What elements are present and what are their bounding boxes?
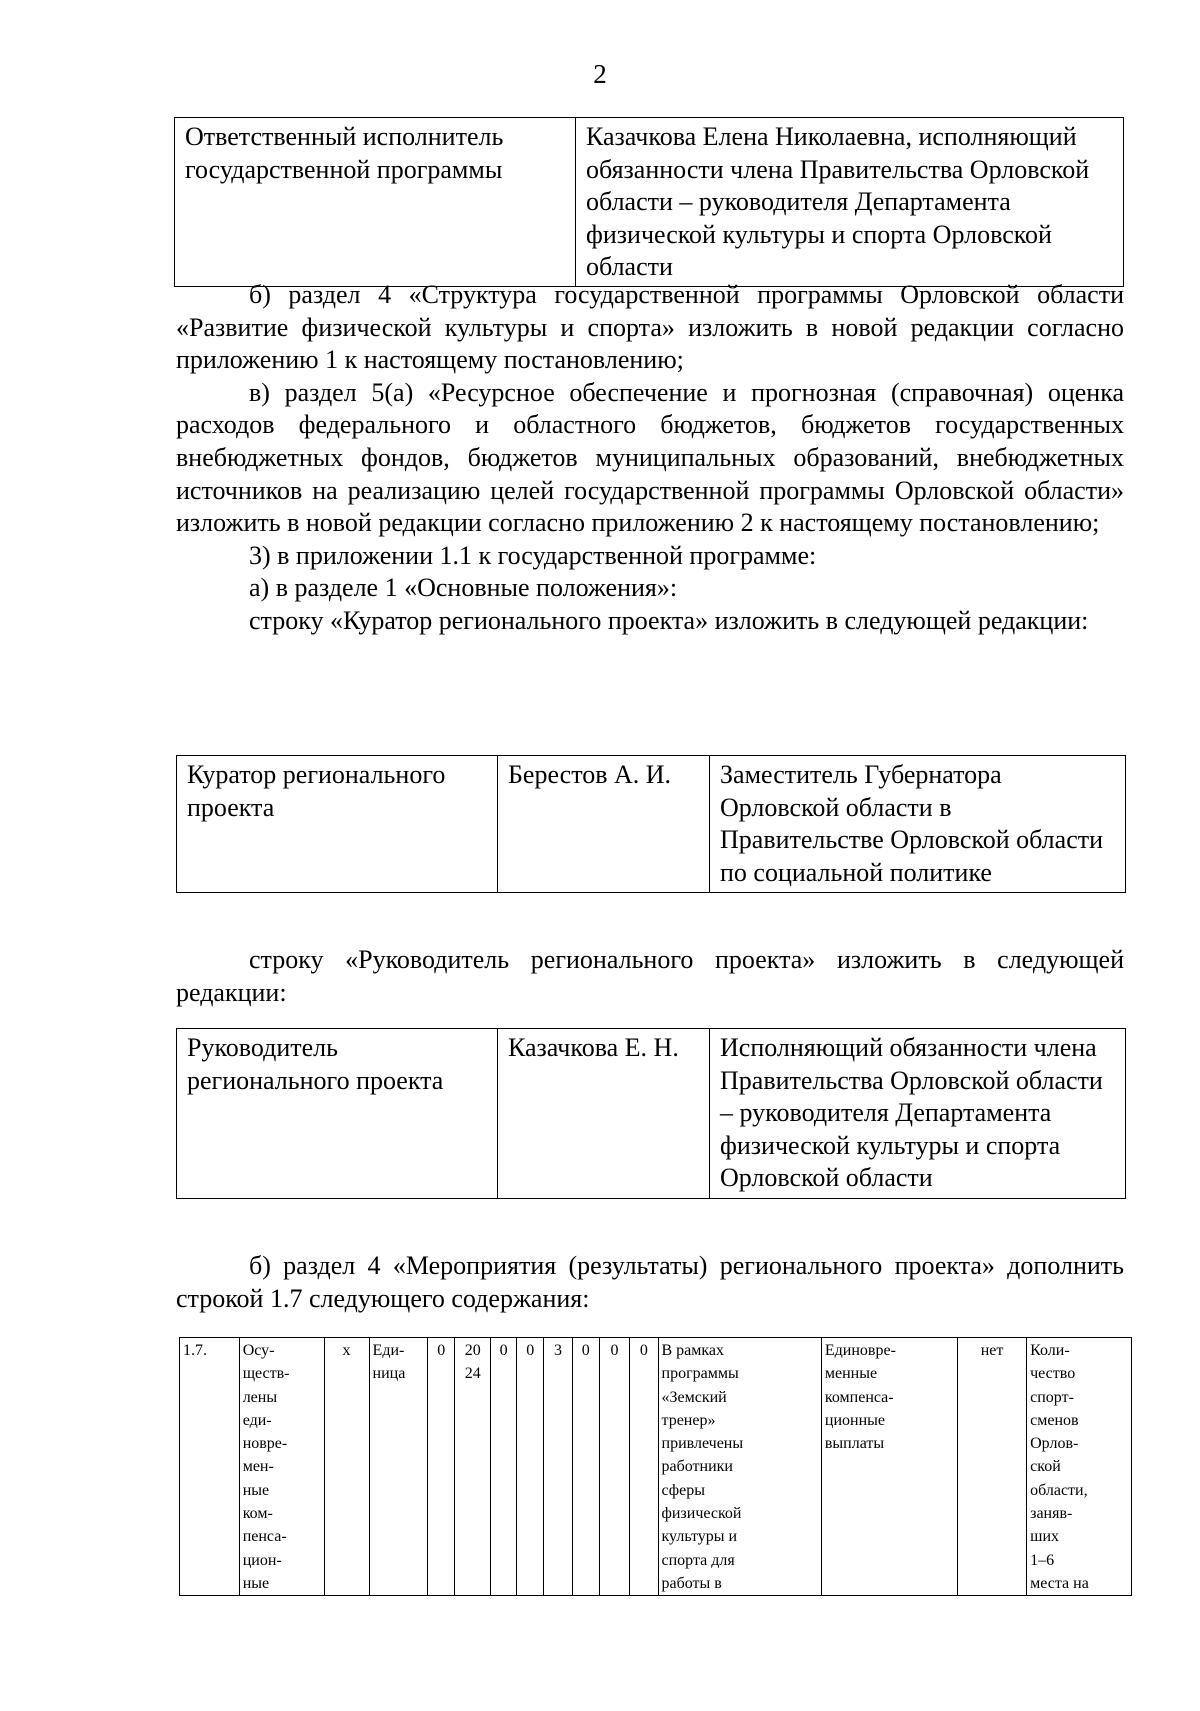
value-cell: 3 — [544, 1338, 572, 1596]
unit-cell: Еди- ница — [369, 1338, 428, 1596]
head-position: Исполняющий обязанности члена Правительства Орловской области – руководителя Департамента физической культуры и спорта Орловской области — [710, 1029, 1126, 1199]
table-row — [175, 118, 1124, 287]
curator-name: Берестов А. И. — [498, 756, 710, 893]
table-row — [177, 756, 1126, 893]
executor-table — [174, 117, 1124, 287]
value-cell: 0 — [517, 1338, 544, 1596]
paragraph: строку «Руководитель регионального проекта» изложить в следующей редакции: — [176, 945, 1124, 1007]
head-name: Казачкова Е. Н. — [498, 1029, 710, 1199]
flag-cell: нет — [958, 1338, 1027, 1596]
indicator-cell: Коли- чество спорт- сменов Орлов- ской области, заняв- ших 1–6 места на — [1027, 1338, 1132, 1596]
base-value-cell: 0 — [428, 1338, 455, 1596]
curator-position: Заместитель Губернатора Орловской области в Правительстве Орловской области по социальной политике — [710, 756, 1126, 893]
mark-cell: х — [324, 1338, 369, 1596]
value-cell: 0 — [572, 1338, 599, 1596]
executor-label: Ответственный исполнитель государственной программы — [175, 118, 576, 287]
head-label: Руководитель регионального проекта — [177, 1029, 498, 1199]
paragraph: а) в разделе 1 «Основные положения»: — [249, 573, 678, 603]
table-row — [177, 1029, 1126, 1199]
curator-table — [176, 755, 1126, 893]
measures-table — [179, 1337, 1132, 1596]
value-cell: 0 — [599, 1338, 629, 1596]
paragraph: в) раздел 5(а) «Ресурсное обеспечение и прогнозная (справочная) оценка расходов федерального и областного бюджетов, бюджетов государственных внебюджетных фондов, бюджетов муниципальных образований, внебюджетных источников на реализацию целей государственной программы Орловской области» изложить в новой редакции согласно приложению 2 к настоящему постановлению; — [176, 377, 1124, 538]
paragraph: б) раздел 4 «Структура государственной программы Орловской области «Развитие физической культуры и спорта» изложить в новой редакции согласно приложению 1 к настоящему постановлению; — [176, 280, 1124, 375]
paragraph: б) раздел 4 «Мероприятия (результаты) регионального проекта» дополнить строкой 1.7 следующего содержания: — [176, 1251, 1124, 1313]
action-cell: Осу- ществ- лены еди- новре- мен- ные ком- пенса- цион- ные — [239, 1338, 324, 1596]
amendments-text — [176, 279, 1124, 638]
row-number: 1.7. — [180, 1338, 240, 1596]
curator-label: Куратор регионального проекта — [177, 756, 498, 893]
head-table — [176, 1028, 1126, 1199]
value-cell: 0 — [630, 1338, 658, 1596]
section-4-paragraph — [176, 1250, 1124, 1315]
description-cell: В рамках программы «Земский тренер» привлечены работники сферы физической культуры и спорта для работы в — [658, 1338, 821, 1596]
year-cell: 20 24 — [455, 1338, 491, 1596]
executor-value: Казачкова Елена Николаевна, исполняющий обязанности члена Правительства Орловской области – руководителя Департамента физической культуры и спорта Орловской области — [576, 118, 1124, 287]
value-cell: 0 — [491, 1338, 517, 1596]
head-paragraph — [176, 944, 1124, 1009]
page-number: 2 — [593, 59, 607, 89]
paragraph: строку «Куратор регионального проекта» изложить в следующей редакции: — [249, 605, 1089, 635]
paragraph: 3) в приложении 1.1 к государственной программе: — [249, 540, 817, 570]
type-cell: Единовре- менные компенса- ционные выплаты — [821, 1338, 957, 1596]
table-row — [180, 1338, 1132, 1596]
